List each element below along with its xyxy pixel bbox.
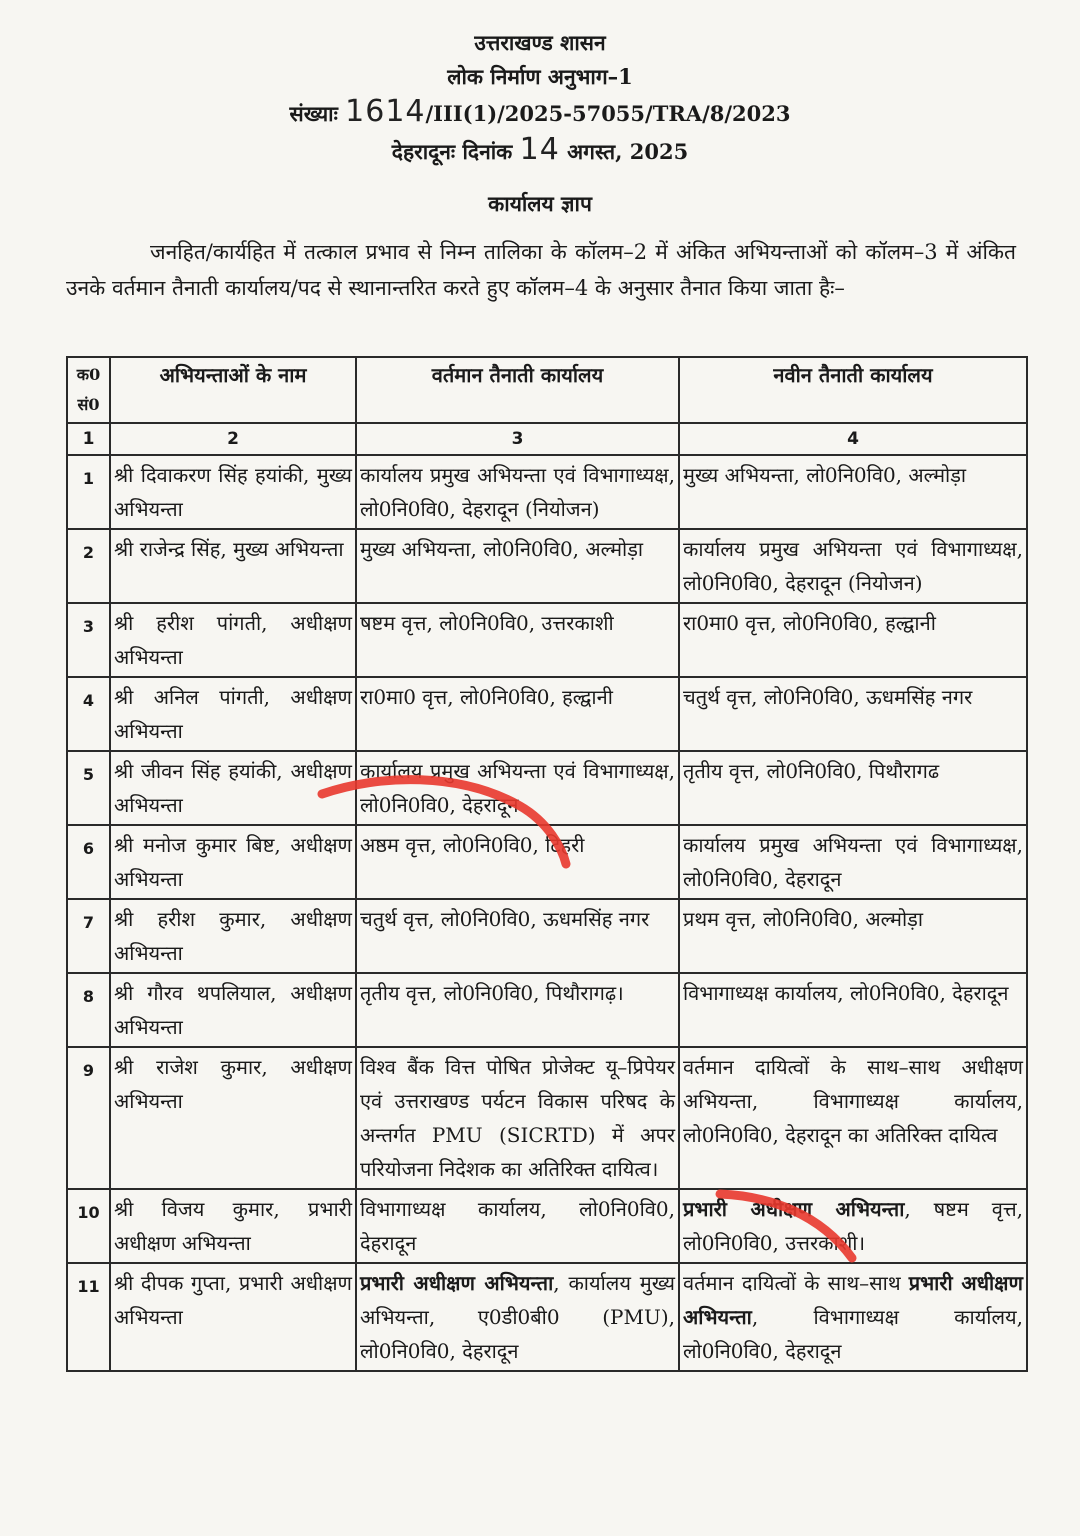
row-current: विभागाध्यक्ष कार्यालय, लो0नि0वि0, देहरादून: [356, 1189, 679, 1263]
column-number-row: [67, 423, 1027, 455]
row-new: मुख्य अभियन्ता, लो0नि0वि0, अल्मोड़ा: [679, 455, 1027, 529]
row-name: श्री हरीश पांगती, अधीक्षण अभियन्ता: [110, 603, 356, 677]
colnum-1: 1: [67, 423, 110, 455]
table-row: [67, 603, 1027, 677]
row-new: रा0मा0 वृत्त, लो0नि0वि0, हल्द्वानी: [679, 603, 1027, 677]
row-sn: 6: [67, 825, 110, 899]
row-sn: 10: [67, 1189, 110, 1263]
row-name: श्री अनिल पांगती, अधीक्षण अभियन्ता: [110, 677, 356, 751]
current-post-rest: , कार्यालय मुख्य अभियन्ता, ए0डी0बी0 (PMU), लो0नि0वि0, देहरादून: [360, 1271, 676, 1363]
table-row: [67, 455, 1027, 529]
current-post-bold: प्रभारी अधीक्षण अभियन्ता: [360, 1271, 554, 1295]
row-sn: 4: [67, 677, 110, 751]
intro-paragraph: जनहित/कार्यहित में तत्काल प्रभाव से निम्न तालिका के कॉलम–2 में अंकित अभियन्ताओं को कॉलम–3 में अंकित उनके वर्तमान तैनाती कार्यालय/पद से स्थानान्तरित करते हुए कॉलम–4 के अनुसार तैनात किया जाता हैः–: [66, 240, 1016, 300]
row-name: श्री राजेन्द्र सिंह, मुख्य अभियन्ता: [110, 529, 356, 603]
new-post-pre: वर्तमान दायित्वों के साथ–साथ: [683, 1271, 909, 1295]
row-current: रा0मा0 वृत्त, लो0नि0वि0, हल्द्वानी: [356, 677, 679, 751]
row-current: कार्यालय प्रमुख अभियन्ता एवं विभागाध्यक्ष, लो0नि0वि0, देहरादून (नियोजन): [356, 455, 679, 529]
row-new: [679, 1263, 1027, 1371]
row-new: तृतीय वृत्त, लो0नि0वि0, पिथौरागढ: [679, 751, 1027, 825]
table-row: [67, 751, 1027, 825]
table-row: [67, 529, 1027, 603]
row-sn: 2: [67, 529, 110, 603]
memo-title: कार्यालय ज्ञाप: [488, 191, 592, 216]
row-new: वर्तमान दायित्वों के साथ–साथ अधीक्षण अभियन्ता, विभागाध्यक्ष कार्यालय, लो0नि0वि0, देहरादून का अतिरिक्त दायित्व: [679, 1047, 1027, 1189]
colnum-4: 4: [679, 423, 1027, 455]
table-row: [67, 1047, 1027, 1189]
table-row: [67, 973, 1027, 1047]
row-new: चतुर्थ वृत्त, लो0नि0वि0, ऊधमसिंह नगर: [679, 677, 1027, 751]
government-name: उत्तराखण्ड शासन: [474, 30, 606, 55]
place-date: देहरादूनः दिनांक 14 अगस्त, 2025: [391, 132, 689, 167]
table-header-row: [67, 357, 1027, 423]
row-new: विभागाध्यक्ष कार्यालय, लो0नि0वि0, देहरादून: [679, 973, 1027, 1047]
table-row: [67, 1263, 1027, 1371]
row-new: [679, 1189, 1027, 1263]
row-new: प्रथम वृत्त, लो0नि0वि0, अल्मोड़ा: [679, 899, 1027, 973]
header-new: नवीन तैनाती कार्यालय: [679, 357, 1027, 423]
row-sn: 5: [67, 751, 110, 825]
row-current: अष्ठम वृत्त, लो0नि0वि0, टिहरी: [356, 825, 679, 899]
row-sn: 3: [67, 603, 110, 677]
colnum-3: 3: [356, 423, 679, 455]
row-name: श्री मनोज कुमार बिष्ट, अधीक्षण अभियन्ता: [110, 825, 356, 899]
row-new: कार्यालय प्रमुख अभियन्ता एवं विभागाध्यक्ष, लो0नि0वि0, देहरादून: [679, 825, 1027, 899]
table-row: [67, 825, 1027, 899]
row-name: श्री दीपक गुप्ता, प्रभारी अधीक्षण अभियन्ता: [110, 1263, 356, 1371]
row-new: कार्यालय प्रमुख अभियन्ता एवं विभागाध्यक्ष, लो0नि0वि0, देहरादून (नियोजन): [679, 529, 1027, 603]
row-sn: 1: [67, 455, 110, 529]
row-sn: 8: [67, 973, 110, 1047]
row-name: श्री जीवन सिंह हयांकी, अधीक्षण अभियन्ता: [110, 751, 356, 825]
row-current: षष्टम वृत्त, लो0नि0वि0, उत्तरकाशी: [356, 603, 679, 677]
header-sn: क0 सं0: [67, 357, 110, 423]
table-row: [67, 1189, 1027, 1263]
handwritten-date: 14: [519, 132, 560, 167]
row-current: चतुर्थ वृत्त, लो0नि0वि0, ऊधमसिंह नगर: [356, 899, 679, 973]
row-current: विश्व बैंक वित्त पोषित प्रोजेक्ट यू–प्रिपेयर एवं उत्तराखण्ड पर्यटन विकास परिषद के अन्तर्गत PMU (SICRTD) में अपर परियोजना निदेशक का अतिरिक्त दायित्व।: [356, 1047, 679, 1189]
new-post-bold: प्रभारी अधीक्षण अभियन्ता: [683, 1271, 1023, 1329]
header-current: वर्तमान तैनाती कार्यालय: [356, 357, 679, 423]
row-current: तृतीय वृत्त, लो0नि0वि0, पिथौरागढ़।: [356, 973, 679, 1047]
row-current: मुख्य अभियन्ता, लो0नि0वि0, अल्मोड़ा: [356, 529, 679, 603]
row-name: श्री गौरव थपलियाल, अधीक्षण अभियन्ता: [110, 973, 356, 1047]
row-name: श्री राजेश कुमार, अधीक्षण अभियन्ता: [110, 1047, 356, 1189]
row-name: श्री हरीश कुमार, अधीक्षण अभियन्ता: [110, 899, 356, 973]
colnum-2: 2: [110, 423, 356, 455]
table-row: [67, 677, 1027, 751]
new-post-bold: प्रभारी अधीक्षण अभियन्ता: [683, 1197, 905, 1221]
handwritten-number: 1614: [345, 94, 426, 129]
row-sn: 9: [67, 1047, 110, 1189]
new-post-rest: , षष्टम वृत्त, लो0नि0वि0, उत्तरकाशी।: [683, 1197, 1023, 1255]
department-name: लोक निर्माण अनुभाग–1: [447, 64, 633, 89]
row-current: कार्यालय प्रमुख अभियन्ता एवं विभागाध्यक्ष, लो0नि0वि0, देहरादून: [356, 751, 679, 825]
transfer-table: [66, 356, 1028, 1372]
row-sn: 7: [67, 899, 110, 973]
row-current: [356, 1263, 679, 1371]
new-post-rest: , विभागाध्यक्ष कार्यालय, लो0नि0वि0, देहरादून: [683, 1305, 1023, 1363]
row-name: श्री दिवाकरण सिंह हयांकी, मुख्य अभियन्ता: [110, 455, 356, 529]
document-header: [0, 26, 1080, 170]
row-name: श्री विजय कुमार, प्रभारी अधीक्षण अभियन्ता: [110, 1189, 356, 1263]
row-sn: 11: [67, 1263, 110, 1371]
table-row: [67, 899, 1027, 973]
header-name: अभियन्ताओं के नाम: [110, 357, 356, 423]
reference-number: संख्याः 1614/III(1)/2025-57055/TRA/8/2023: [289, 94, 791, 129]
